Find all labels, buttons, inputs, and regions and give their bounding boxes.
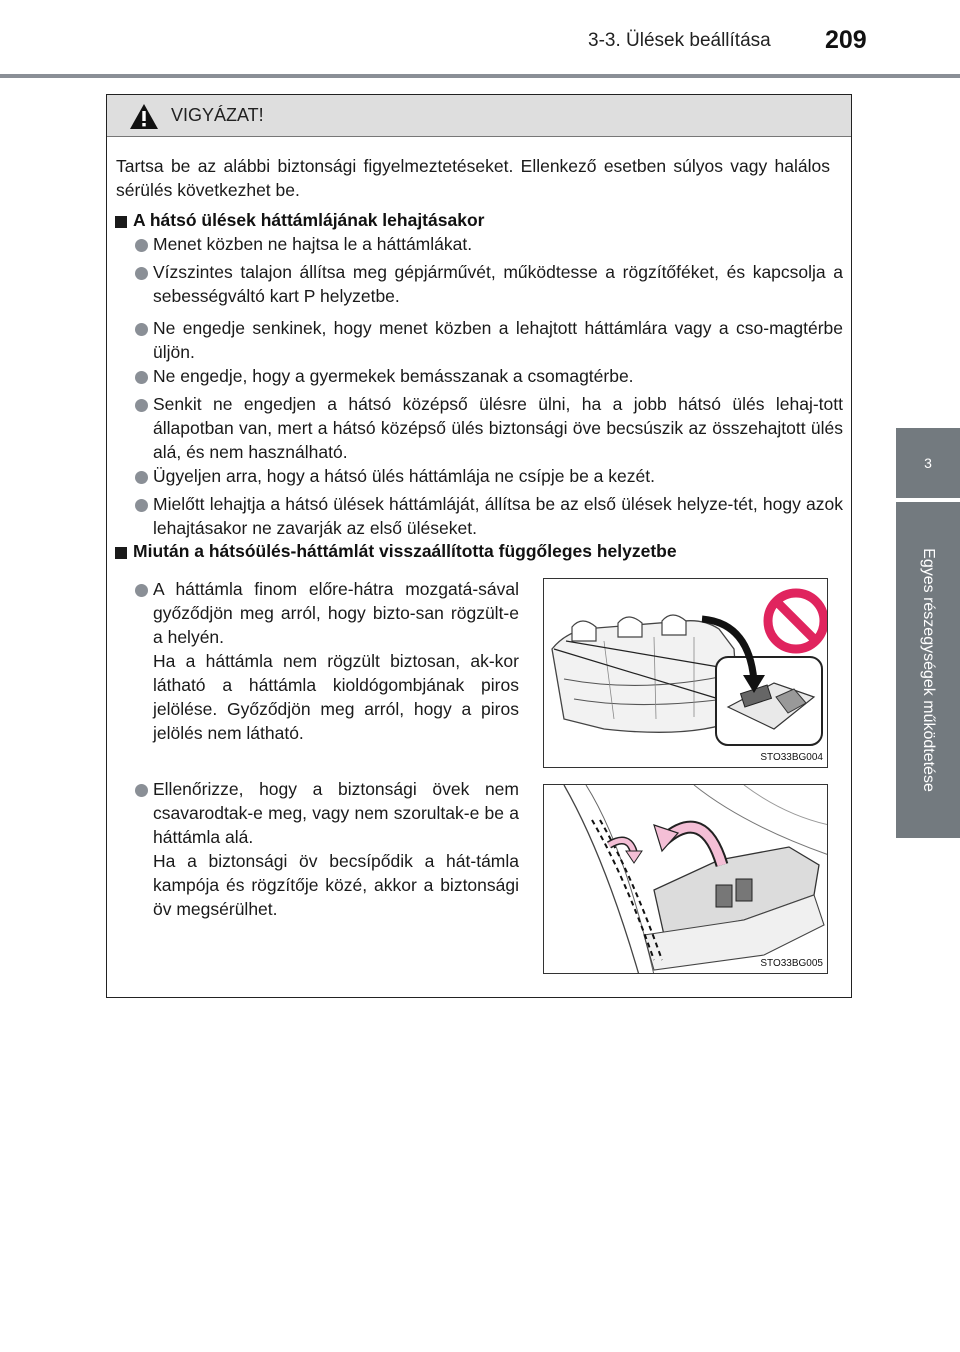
bullet-dot xyxy=(135,584,148,597)
rear-seat-release-illustration xyxy=(544,579,828,768)
section1-bullet-7: Mielőtt lehajtja a hátsó ülések háttámláját, állítsa be az első ülések helyze-tét, hogy azok lehajtásakor ne zavarják az első üléseket. xyxy=(153,494,843,538)
figure-code: STO33BG005 xyxy=(760,958,823,969)
caution-title: VIGYÁZAT! xyxy=(171,105,264,125)
figure-seatback-release xyxy=(543,578,828,768)
section-square-bullet xyxy=(115,216,127,228)
section2-heading: Miután a hátsóülés-háttámlát visszaállította függőleges helyzetbe xyxy=(133,541,677,561)
bullet-dot xyxy=(135,784,148,797)
header-rule xyxy=(0,74,960,78)
chapter-title: Egyes részegységek működtetése xyxy=(920,548,937,792)
bullet-dot xyxy=(135,371,148,384)
section1-bullet-3: Ne engedje senkinek, hogy menet közben a lehajtott háttámlára vagy a cso-magtérbe üljön. xyxy=(153,318,843,362)
figure-seatbelt-check xyxy=(543,784,828,974)
page-number: 209 xyxy=(825,26,867,54)
section1-bullet-2: Vízszintes talajon állítsa meg gépjárművét, működtesse a rögzítőféket, és kapcsolja a sebességváltó kart P helyzetbe. xyxy=(153,262,843,306)
caution-header xyxy=(107,95,851,137)
bullet-dot xyxy=(135,399,148,412)
bullet-dot xyxy=(135,499,148,512)
bullet-dot xyxy=(135,239,148,252)
section1-bullet-5: Senkit ne engedjen a hátsó középső ülésre ülni, ha a jobb hátsó ülés lehaj-tott állapotban van, mert a hátsó középső ülés biztonsági öve becsúszik az összehajtott ülés alá, és nem használható. xyxy=(153,394,843,462)
bullet-dot xyxy=(135,471,148,484)
caution-intro: Tartsa be az alábbi biztonsági figyelmeztetéseket. Ellenkező esetben súlyos vagy halálos sérülés következhet be. xyxy=(116,156,830,200)
section-title: 3-3. Ülések beállítása xyxy=(588,30,771,51)
warning-triangle-icon xyxy=(129,103,159,130)
section-square-bullet xyxy=(115,547,127,559)
section2-bullet-1: A háttámla finom előre-hátra mozgatá-sával győződjön meg arról, hogy bizto-san rögzült-e a helyén. xyxy=(153,579,519,647)
chapter-number-tab[interactable]: 3 xyxy=(896,428,960,498)
bullet-dot xyxy=(135,323,148,336)
section2-bullet-1-note: Ha a háttámla nem rögzült biztosan, ak-kor látható a háttámla kioldógombjának piros jelölése. Győződjön meg arról, hogy a piros jelölés nem látható. xyxy=(153,651,519,743)
section2-bullet-2: Ellenőrizze, hogy a biztonsági övek nem csavarodtak-e meg, vagy nem szorultak-e be a háttámla alá. xyxy=(153,779,519,847)
section1-bullet-6: Ügyeljen arra, hogy a hátsó ülés háttámlája ne csípje be a kezét. xyxy=(153,466,655,486)
section2-bullet-2-note: Ha a biztonsági öv becsípődik a hát-támla kampója és rögzítője közé, akkor a biztonsági öv megsérülhet. xyxy=(153,851,519,919)
section1-heading: A hátsó ülések háttámlájának lehajtásakor xyxy=(133,210,485,230)
section1-bullet-1: Menet közben ne hajtsa le a háttámlákat. xyxy=(153,234,473,254)
section1-bullet-4: Ne engedje, hogy a gyermekek bemásszanak a csomagtérbe. xyxy=(153,366,634,386)
figure-code: STO33BG004 xyxy=(760,752,823,763)
seatbelt-seatback-illustration xyxy=(544,785,828,974)
caution-box xyxy=(106,94,852,998)
bullet-dot xyxy=(135,267,148,280)
